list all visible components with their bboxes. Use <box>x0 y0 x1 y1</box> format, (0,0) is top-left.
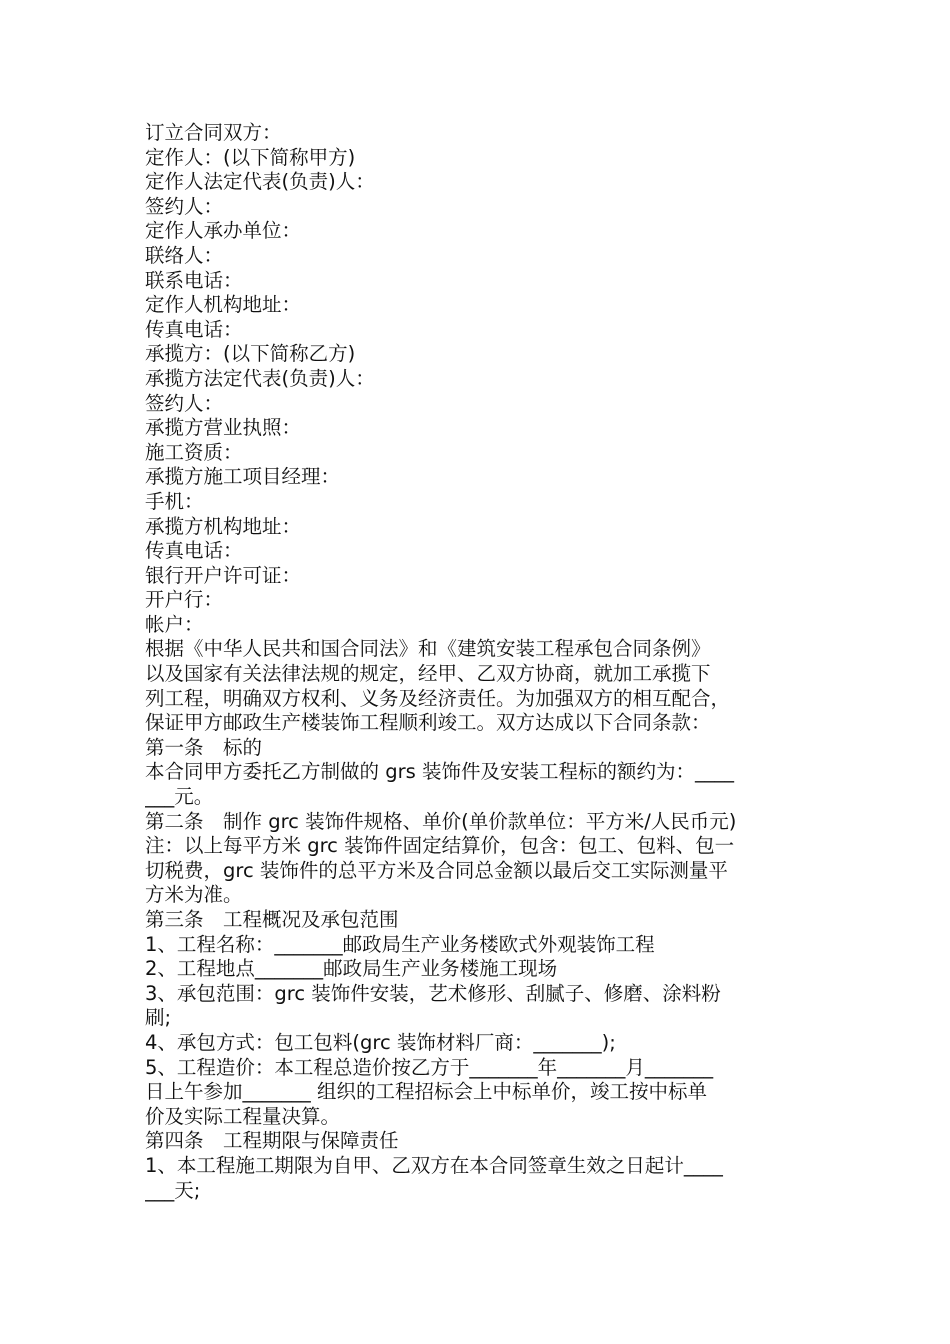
party-b-qualification: 施工资质： <box>145 440 243 464</box>
article-3-title: 第三条 工程概况及承包范围 <box>145 908 399 931</box>
article-3 <box>145 908 825 1129</box>
article-3-item: 日上午参加_______ 组织的工程招标会上中标单价，竣工按中标单 <box>145 1080 707 1104</box>
party-a-signatory: 签约人： <box>145 194 224 218</box>
party-b-license: 承揽方营业执照： <box>145 416 302 440</box>
party-b-fax: 传真电话： <box>145 539 243 563</box>
article-2-text: 切税费，grc 装饰件的总平方米及合同总金额以最后交工实际测量平 <box>145 858 728 882</box>
party-a-contact: 联络人： <box>145 243 224 267</box>
article-4-title: 第四条 工程期限与保障责任 <box>145 1129 399 1153</box>
party-b-project-manager: 承揽方施工项目经理： <box>145 465 341 489</box>
party-b-signatory: 签约人： <box>145 391 224 415</box>
article-3-item: 1、工程名称：_______邮政局生产业务楼欧式外观装饰工程 <box>145 932 655 956</box>
article-2 <box>145 810 825 908</box>
article-1-text: 本合同甲方委托乙方制做的 grs 装饰件及安装工程标的额约为：____ <box>145 760 734 784</box>
contract-document <box>145 121 825 1203</box>
article-4-item: 1、本工程施工期限为自甲、乙双方在本合同签章生效之日起计____ <box>145 1153 723 1177</box>
intro-paragraph <box>145 637 825 735</box>
party-a-phone: 联系电话： <box>145 268 243 292</box>
party-b-legal-rep: 承揽方法定代表(负责)人： <box>145 366 375 390</box>
party-b-label: 承揽方：(以下简称乙方) <box>145 342 356 366</box>
intro-line: 列工程，明确双方权利、义务及经济责任。为加强双方的相互配合， <box>145 686 731 710</box>
article-2-text: 方米为准。 <box>145 883 243 907</box>
parties-section <box>145 121 825 637</box>
party-a-fax: 传真电话： <box>145 317 243 341</box>
article-4-item: ___天; <box>145 1178 201 1202</box>
article-1 <box>145 736 825 810</box>
article-3-item: 4、承包方式：包工包料(grc 装饰材料厂商：_______); <box>145 1030 616 1054</box>
party-b-mobile: 手机： <box>145 489 204 513</box>
article-3-item: 刷; <box>145 1006 172 1030</box>
intro-line: 以及国家有关法律法规的规定，经甲、乙双方协商，就加工承揽下 <box>145 662 711 686</box>
article-2-text: 注：以上每平方米 grc 装饰件固定结算价，包含：包工、包料、包一 <box>145 834 735 858</box>
party-a-label: 定作人：(以下简称甲方) <box>145 145 356 169</box>
intro-line: 保证甲方邮政生产楼装饰工程顺利竣工。双方达成以下合同条款： <box>145 711 711 735</box>
article-3-item: 2、工程地点_______邮政局生产业务楼施工现场 <box>145 957 558 981</box>
article-1-title: 第一条 标的 <box>145 735 263 759</box>
article-3-item: 价及实际工程量决算。 <box>145 1104 341 1128</box>
article-3-item: 3、承包范围：grc 装饰件安装，艺术修形、刮腻子、修磨、涂料粉 <box>145 981 721 1005</box>
party-a-address: 定作人机构地址： <box>145 293 302 317</box>
intro-line: 根据《中华人民共和国合同法》和《建筑安装工程承包合同条例》 <box>145 637 711 661</box>
article-1-text: ___元。 <box>145 785 214 809</box>
article-3-item: 5、工程造价：本工程总造价按乙方于_______年_______月_______ <box>145 1055 714 1079</box>
party-a-unit: 定作人承办单位： <box>145 219 302 243</box>
party-a-legal-rep: 定作人法定代表(负责)人： <box>145 170 375 194</box>
article-4 <box>145 1129 825 1203</box>
party-b-bank-permit: 银行开户许可证： <box>145 563 302 587</box>
parties-heading: 订立合同双方： <box>145 121 282 144</box>
article-2-title: 第二条 制作 grc 装饰件规格、单价(单价款单位：平方米/人民币元) <box>145 809 737 833</box>
party-b-account: 帐户： <box>145 612 204 636</box>
party-b-bank: 开户行： <box>145 588 224 612</box>
party-b-address: 承揽方机构地址： <box>145 514 302 538</box>
